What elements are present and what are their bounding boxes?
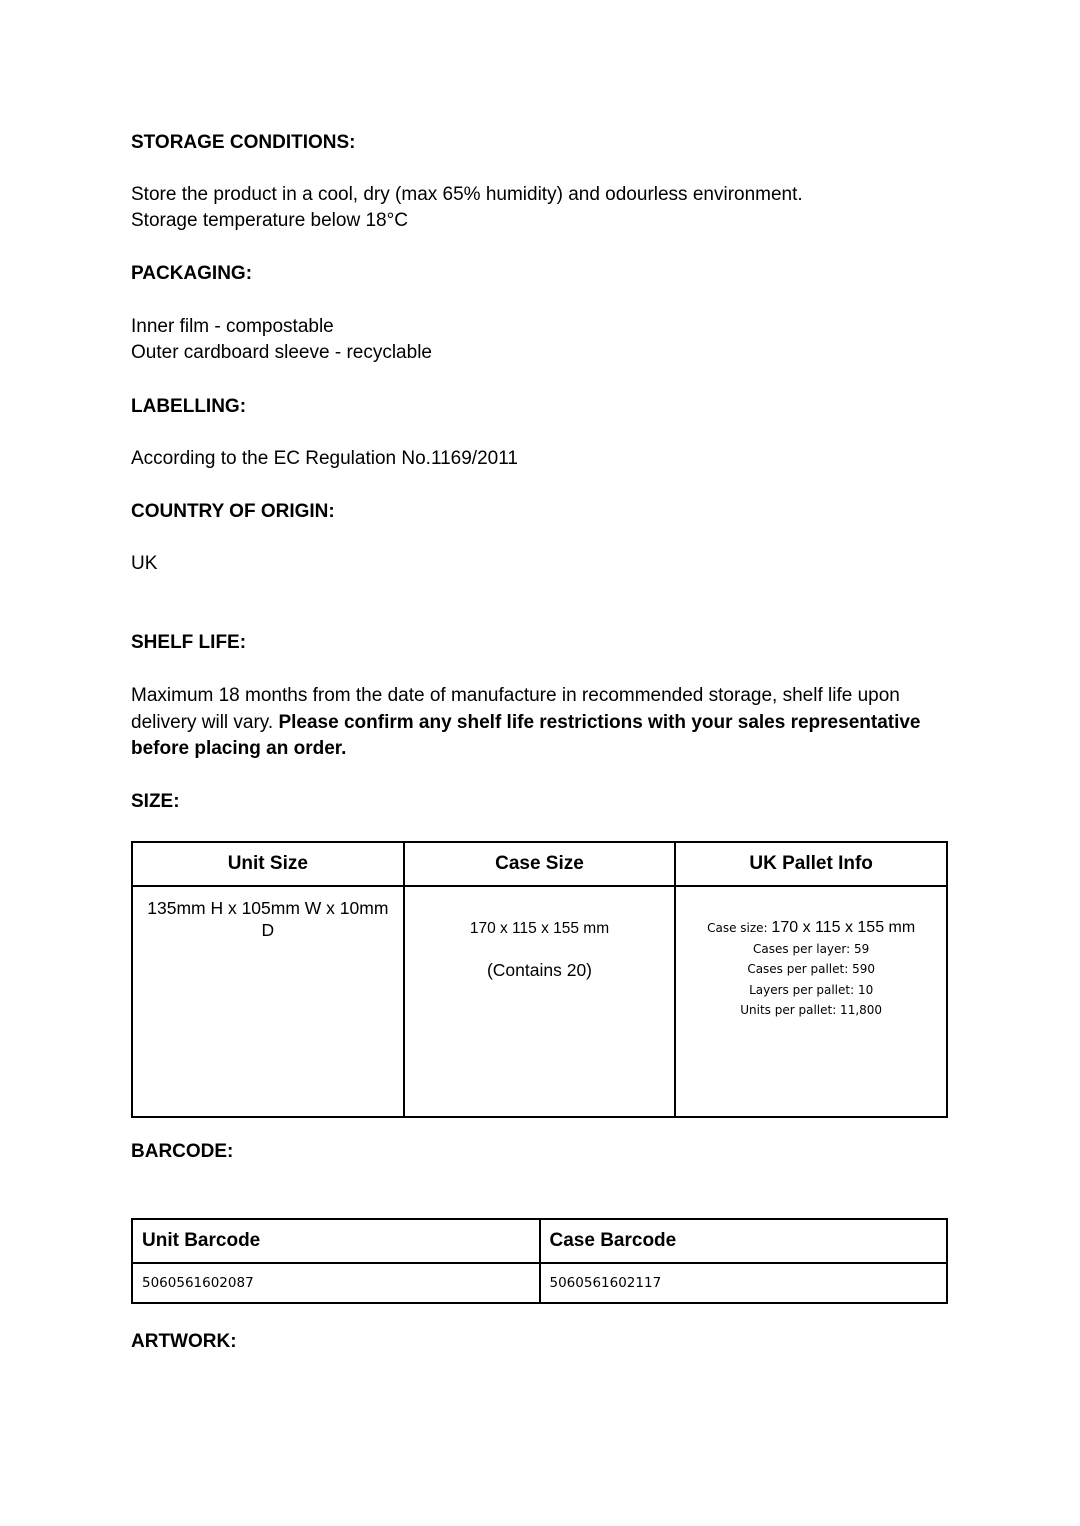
labelling-heading: LABELLING:	[131, 396, 247, 417]
barcode-table-row	[132, 1263, 947, 1303]
case-size-dimensions: 170 x 115 x 155 mm	[469, 920, 610, 937]
storage-heading: STORAGE CONDITIONS:	[131, 132, 356, 153]
pallet-units-per-pallet: Units per pallet: 11,800	[740, 1003, 883, 1017]
size-table-header-row	[132, 842, 947, 886]
origin-heading: COUNTRY OF ORIGIN:	[131, 501, 335, 522]
pallet-cases-per-layer: Cases per layer: 59	[753, 941, 870, 956]
pallet-case-size	[676, 918, 946, 939]
pallet-cases-per-pallet: Cases per pallet: 590	[747, 962, 875, 976]
unit-barcode-value: 5060561602087	[132, 1263, 540, 1303]
unit-size-cell: 135mm H x 105mm W x 10mm D	[132, 886, 404, 1117]
pallet-info-cell	[675, 886, 947, 1117]
barcode-table	[131, 1218, 948, 1304]
packaging-heading: PACKAGING:	[131, 263, 253, 284]
barcode-table-header-row	[132, 1219, 947, 1263]
size-heading: SIZE:	[131, 791, 180, 812]
pallet-layers-per-pallet: Layers per pallet: 10	[749, 982, 874, 997]
packaging-line-2: Outer cardboard sleeve - recyclable	[131, 342, 432, 363]
unit-size-header: Unit Size	[132, 842, 404, 886]
shelf-life-plain: Maximum 18 months from the date of manufacture in recommended storage, shelf life upon delivery will vary.	[131, 685, 900, 733]
pallet-case-size-value: 170 x 115 x 155 mm	[771, 919, 916, 936]
case-barcode-header: Case Barcode	[540, 1219, 948, 1263]
packaging-line-1: Inner film - compostable	[131, 316, 334, 337]
size-table-row	[132, 886, 947, 1117]
shelf-life-heading: SHELF LIFE:	[131, 632, 247, 653]
unit-barcode-header: Unit Barcode	[132, 1219, 540, 1263]
labelling-line-1: According to the EC Regulation No.1169/2011	[131, 448, 518, 469]
shelf-life-bold: Please confirm any shelf life restrictions with your sales representative before placing an order.	[131, 711, 921, 759]
case-size-cell	[404, 886, 676, 1117]
origin-value: UK	[131, 553, 158, 574]
case-contains: (Contains 20)	[486, 960, 593, 980]
pallet-info-header: UK Pallet Info	[675, 842, 947, 886]
storage-line-2: Storage temperature below 18°C	[131, 210, 408, 231]
storage-line-1: Store the product in a cool, dry (max 65% humidity) and odourless environment.	[131, 184, 803, 205]
pallet-case-size-label: Case size:	[707, 921, 768, 935]
size-table	[131, 841, 948, 1118]
case-barcode-value: 5060561602117	[540, 1263, 948, 1303]
barcode-heading: BARCODE:	[131, 1141, 234, 1162]
artwork-heading: ARTWORK:	[131, 1331, 237, 1352]
shelf-life-text	[131, 683, 948, 763]
case-size-header: Case Size	[404, 842, 676, 886]
